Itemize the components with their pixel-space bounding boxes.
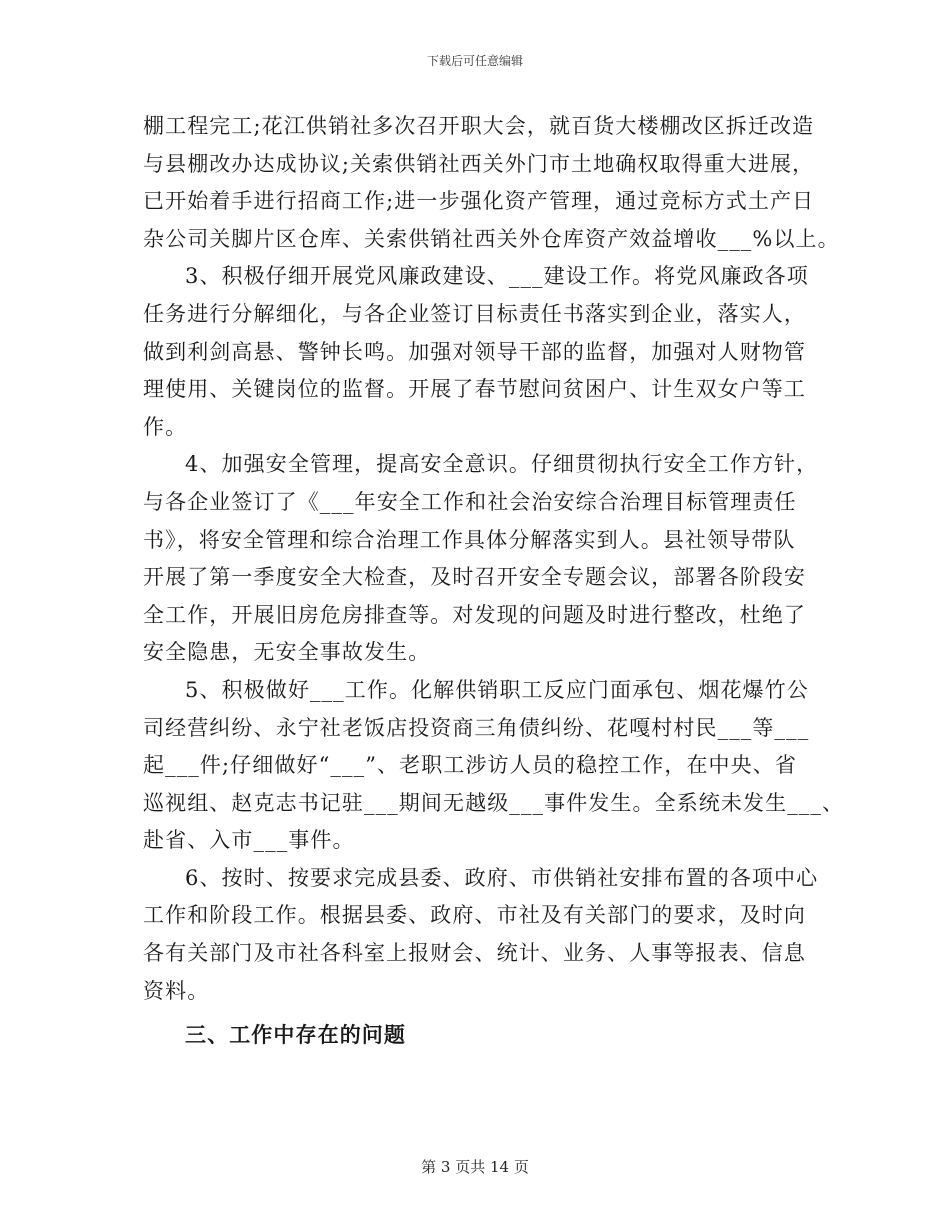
text-line: 与县棚改办达成协议;关索供销社西关外门市土地确权取得重大进展， [143, 151, 815, 176]
text-line: 书》，将安全管理和综合治理工作具体分解落实到人。县社领导带队 [143, 527, 796, 552]
text-line: 工作和阶段工作。根据县委、政府、市社及有关部门的要求，及时向 [143, 903, 806, 928]
text-line: 与各企业签订了《___年安全工作和社会治安综合治理目标管理责任 [143, 489, 797, 514]
text-line: 全工作，开展旧房危房排查等。对发现的问题及时进行整改，杜绝了 [143, 602, 806, 627]
text-line: 做到利剑高悬、警钟长鸣。加强对领导干部的监督，加强对人财物管 [143, 339, 806, 364]
text-line: 杂公司关脚片区仓库、关索供销社西关外仓库资产效益增收___%以上。 [143, 226, 840, 251]
text-line: 作。 [143, 414, 188, 439]
paragraph-start-line: 5、积极做好___工作。化解供销职工反应门面承包、烟花爆竹公 [185, 677, 809, 702]
page-header: 下载后可任意编辑 [426, 54, 523, 68]
text-line: 各有关部门及市社各科室上报财会、统计、业务、人事等报表、信息 [143, 941, 806, 966]
section-heading: 三、工作中存在的问题 [185, 1022, 406, 1048]
text-line: 安全隐患，无安全事故发生。 [143, 640, 431, 665]
document-body [143, 108, 845, 1054]
text-line: 起___件;仔细做好“___”、老职工涉访人员的稳控工作，在中央、省 [143, 753, 797, 778]
text-line: 巡视组、赵克志书记驻___期间无越级___事件发生。全系统未发生___、 [143, 790, 845, 815]
paragraph-start-line: 3、积极仔细开展党风廉政建设、___建设工作。将党风廉政各项 [185, 264, 809, 289]
text-line: 理使用、关键岗位的监督。开展了春节慰问贫困户、计生双女户等工 [143, 377, 806, 402]
text-line: 任务进行分解细化，与各企业签订目标责任书落实到企业，落实人， [143, 301, 806, 326]
text-line: 资料。 [143, 978, 210, 1003]
paragraph-start-line: 6、按时、按要求完成县委、政府、市供销社安排布置的各项中心 [185, 865, 819, 890]
text-line: 赴省、入市___事件。 [143, 828, 355, 853]
text-line: 已开始着手进行招商工作;进一步强化资产管理，通过竞标方式土产日 [143, 189, 815, 214]
text-line: 司经营纠纷、永宁社老饭店投资商三角债纠纷、花嘎村村民___等___ [143, 715, 810, 740]
text-line: 棚工程完工;花江供销社多次召开职大会，就百货大楼棚改区拆迁改造 [143, 114, 815, 138]
page-footer: 第 3 页共 14 页 [421, 1158, 529, 1176]
text-line: 开展了第一季度安全大检查，及时召开安全专题会议，部署各阶段安 [143, 565, 806, 590]
paragraph-start-line: 4、加强安全管理，提高安全意识。仔细贯彻执行安全工作方针， [185, 452, 819, 477]
